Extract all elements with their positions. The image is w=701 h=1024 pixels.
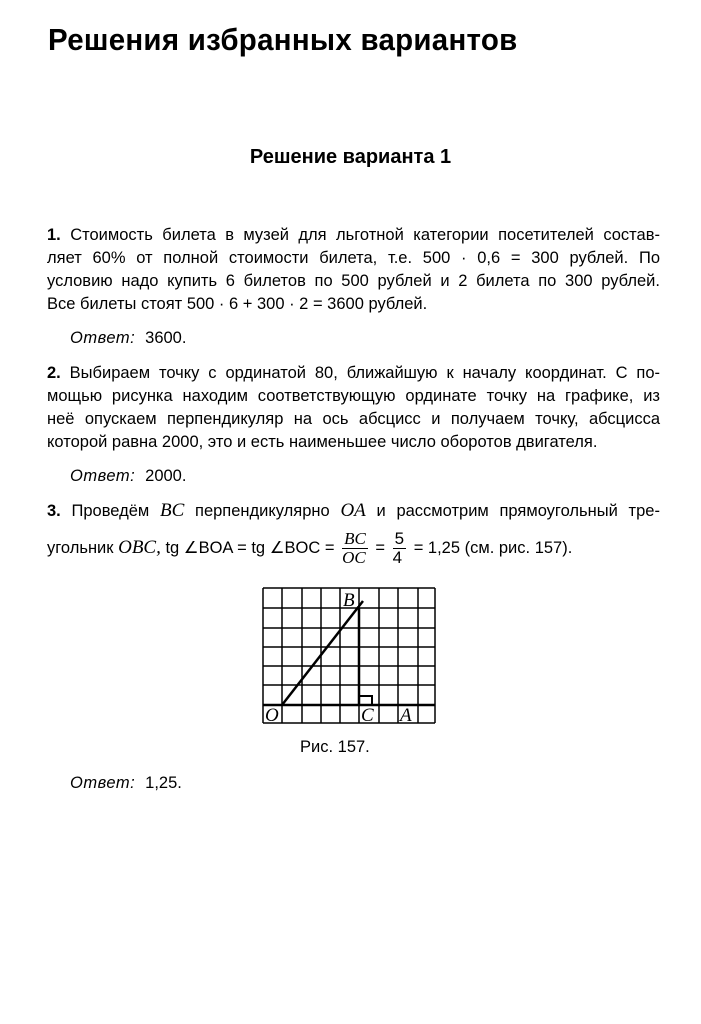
problem2-line: неё опускаем перпендикуляр на ось абсцисс и получаем точку, абсцисса	[47, 410, 660, 428]
page-title: Решения избранных вариантов	[48, 22, 518, 57]
right-angle-mark	[359, 696, 372, 705]
problem1-answer: Ответ: 3600.	[70, 329, 187, 347]
problem1-line: ляет 60% от полной стоимости билета, т.е. 500 · 0,6 = 300 рублей. По	[47, 249, 660, 267]
label-c: C	[361, 705, 374, 726]
problem2-line: которой равна 2000, это и есть наименьшее число оборотов двигателя.	[47, 433, 598, 451]
problem1-number: 1.	[47, 226, 61, 244]
problem3-answer: Ответ: 1,25.	[70, 774, 182, 792]
problem3-number: 3.	[47, 502, 61, 520]
segment-ob	[282, 601, 363, 705]
label-b: B	[343, 590, 355, 611]
problem2-number: 2.	[47, 364, 61, 382]
problem3-line: 3. Проведём BC перпендикулярно OA и рассмотрим прямоугольный тре-	[47, 500, 660, 521]
problem2-line: 2. Выбираем точку с ординатой 80, ближайшую к началу координат. С по-	[47, 364, 660, 382]
label-a: A	[400, 705, 412, 726]
figure-caption: Рис. 157.	[300, 738, 370, 756]
problem1-line: Все билеты стоят 500 · 6 + 300 · 2 = 3600 рублей.	[47, 295, 428, 313]
problem2-line: мощью рисунка находим соответствующую ординате точку на графике, из	[47, 387, 660, 405]
section-title: Решение варианта 1	[249, 146, 452, 168]
fraction-bc-oc: $\frac{BC}{OC}$	[342, 529, 366, 567]
fraction-5-4: $\frac{5}{4}$	[392, 529, 405, 567]
problem2-answer: Ответ: 2000.	[70, 467, 187, 485]
problem3-formula-line: угольник OBC, tg ∠BOA = tg ∠BOC = $\frac{BC}{OC}$ = $\frac{5}{4}$ = 1,25 (см. рис. 157).	[47, 529, 573, 567]
problem1-line: условию надо купить 6 билетов по 500 рублей и 2 билета по 300 рублей.	[47, 272, 660, 290]
problem1-line: 1. Стоимость билета в музей для льготной категории посетителей состав-	[47, 226, 660, 244]
label-o: O	[265, 705, 279, 726]
